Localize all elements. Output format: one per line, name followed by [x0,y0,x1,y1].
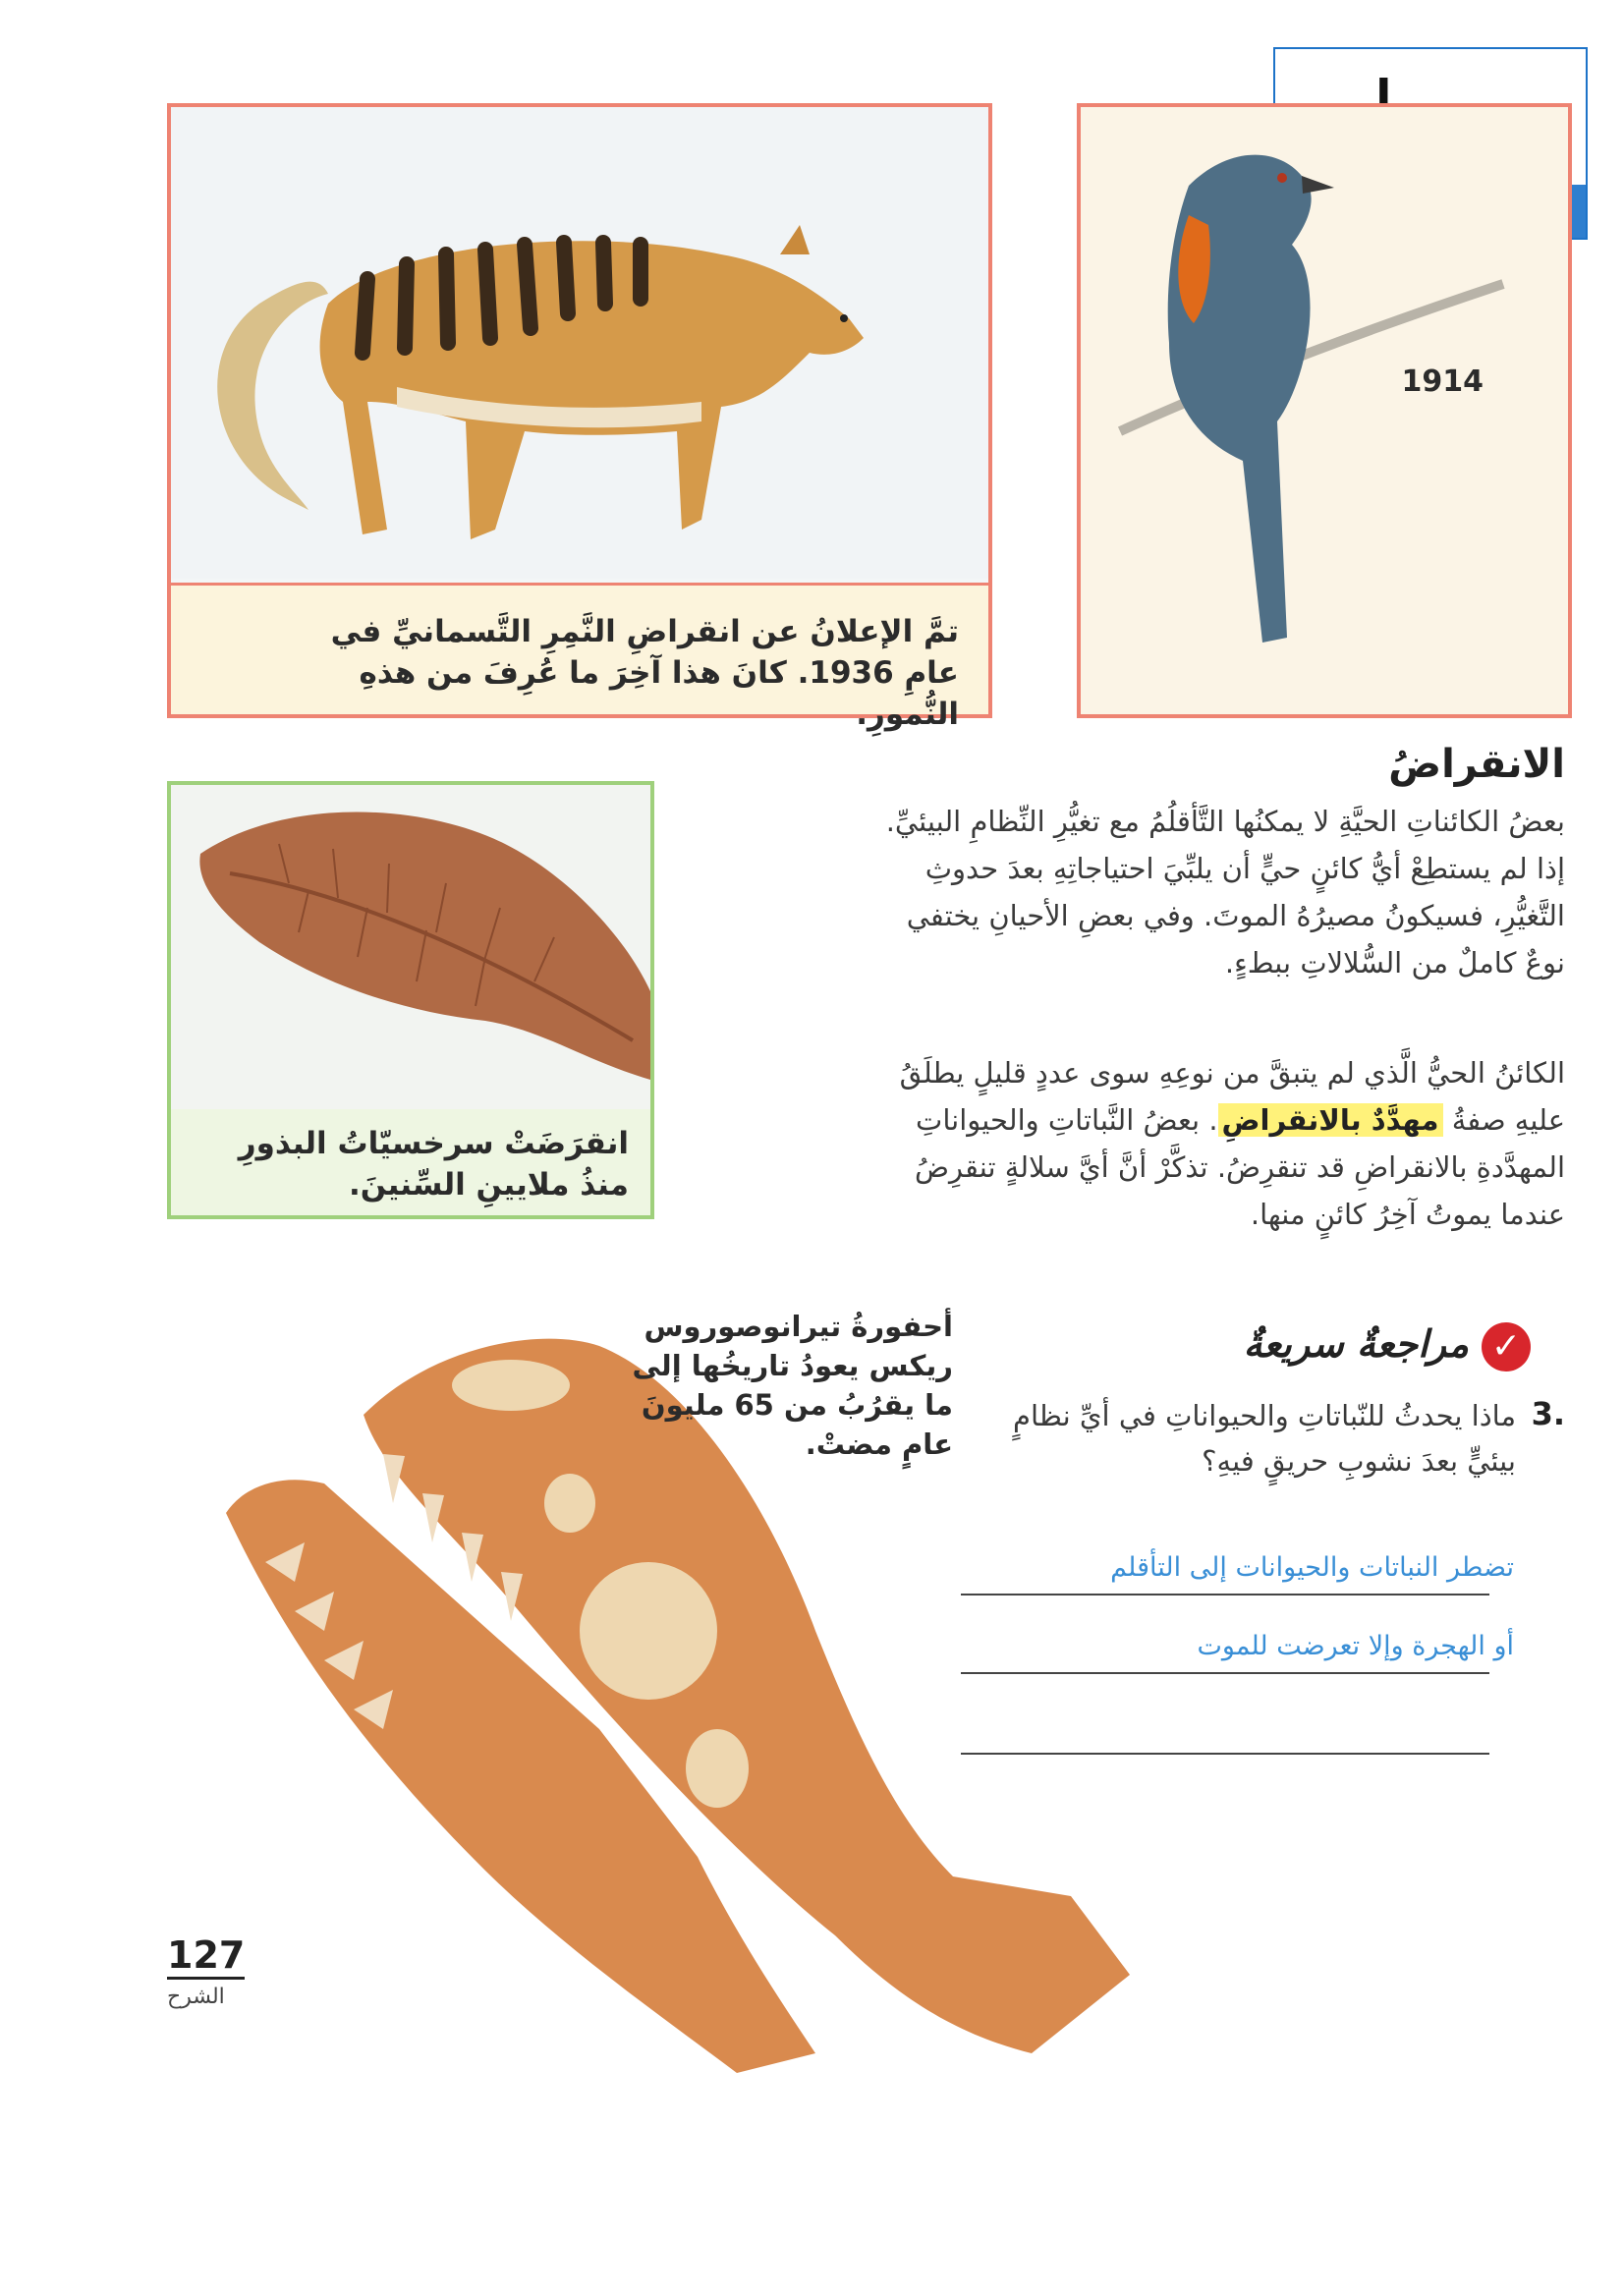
question-number: 3. [1531,1395,1565,1432]
passenger-pigeon-figure [1077,103,1572,718]
paragraph-2 [877,1049,1565,1238]
seed-fern-figure [167,781,654,1219]
highlighted-term: مهدَّدٌ بالانقراضِ [1218,1103,1443,1137]
t-rex-caption: أحفورةُ تيرانوصوروس ريكس يعودُ تاريخُها إلى ما يقرُبُ من 65 مليونَ عامٍ مضتْ. [632,1310,953,1461]
pigeon-caption-year: 1914 [1401,364,1484,399]
paragraph-2-end: . بعضُ النَّباتاتِ والحيواناتِ المهدَّدةِ بالانقراضِ قد تنقرِضُ. تذكَّرْ أنَّ أيَّ سلالةٍ تنقرِضُ عندما يموتُ آخِرُ كائنٍ منها. [914,1103,1565,1231]
page-number: 127 [167,1933,245,1980]
answer-line-2[interactable]: أو الهجرة وإلا تعرضت للموت [1197,1631,1514,1661]
thylacine-caption-box [171,583,988,732]
paragraph-1: بعضُ الكائناتِ الحيَّةِ لا يمكنُها التَّأقلُمُ مع تغيُّرِ النِّظامِ البيئيِّ. إذا لم يستطِعْ أيُّ كائنٍ حيٍّ أن يلبِّيَ احتياجاتِهِ بعدَ حدوثِ التَّغيُّرِ، فسيكونُ مصيرُهُ الموتَ. وفي بعضِ الأحيانِ يختفي نوعٌ كاملٌ من السُّلالاتِ ببطءٍ. [885,805,1565,980]
seed-fern-caption: انقرَضَتْ سرخسيّاتُ البذورِ منذُ ملايينِ السِّنينَ. [238,1126,629,1203]
quick-review-title: مراجعةٌ سريعةٌ [1243,1322,1469,1366]
thylacine-caption: تمَّ الإعلانُ عن انقراضِ النَّمِرِ التَّسمانيِّ في عامِ 1936. كانَ هذا آخِرَ ما عُرِفَ من هذهِ النُّمورِ. [330,614,959,732]
answer-line-1[interactable]: تضطر النباتات والحيوانات إلى التأقلم [1110,1552,1514,1583]
question-text: ماذا يحدثُ للنّباتاتِ والحيواناتِ في أيِّ نظامٍ بيئيٍّ بعدَ نشوبِ حريقٍ فيهِ؟ [1012,1399,1516,1478]
thylacine-figure [167,103,992,732]
section-title: الانقراضُ [1388,742,1565,787]
thylacine-image [171,107,988,579]
answer-rule-1 [961,1594,1489,1595]
answer-rule-2 [961,1672,1489,1674]
paragraph-2-start: الكائنُ الحيُّ الَّذي لم يتبقَّ من نوعِهِ سوى عددٍ قليلٍ يطلَقُ عليهِ صفةُ [899,1056,1565,1137]
checkmark-icon: ✓ [1482,1322,1531,1371]
passenger-pigeon-image [1081,107,1568,714]
seed-fern-fossil-image [171,785,650,1109]
page-section-label: الشرح [167,1985,225,2009]
answer-rule-3[interactable] [961,1753,1489,1755]
seed-fern-caption-box [171,1109,650,1215]
